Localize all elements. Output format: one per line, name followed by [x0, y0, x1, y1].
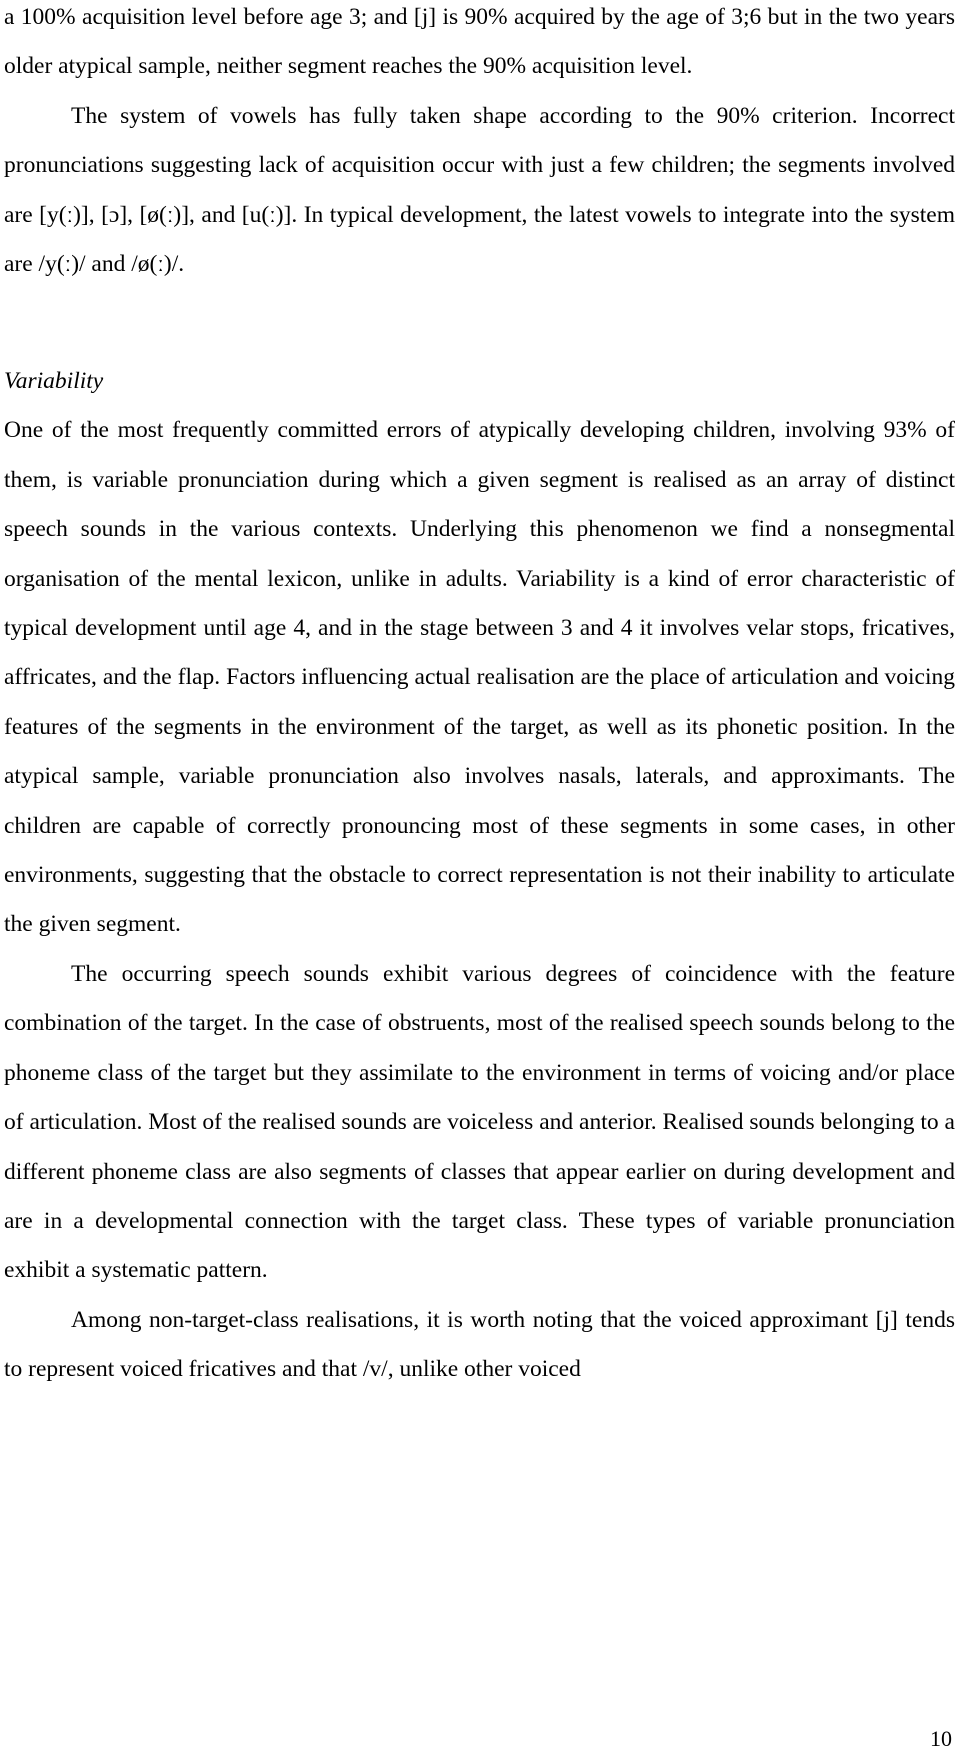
body-text — [4, 0, 955, 289]
paragraph-speech-sounds: The occurring speech sounds exhibit various degrees of coincidence with the feature combination of the target. In the case of obstruents, most of the realised speech sounds belong to the phoneme class of the target but they assimilate to the environment in terms of voicing and/or place of articulation. Most of the realised sounds are voiceless and anterior. Realised sounds belonging to a different phoneme class are also segments of classes that appear earlier on during development and are in a developmental connection with the target class. These types of variable pronunciation exhibit a systematic pattern. — [4, 960, 955, 1284]
section-variability — [4, 357, 955, 1395]
paragraph-variability-intro: One of the most frequently committed errors of atypically developing children, involving 93% of them, is variable pronunciation during which a given segment is realised as an array of distinct speech sounds in the various contexts. Underlying this phenomenon we find a nonsegmental organisation of the mental lexicon, unlike in adults. Variability is a kind of error characteristic of typical development until age 4, and in the stage between 3 and 4 it involves velar stops, fricatives, affricates, and the flap. Factors influencing actual realisation are the place of articulation and voicing features of the segments in the environment of the target, as well as its phonetic position. In the atypical sample, variable pronunciation also involves nasals, laterals, and approximants. The children are capable of correctly pronouncing most of these segments in some cases, in other environments, suggesting that the obstacle to correct representation is not their inability to articulate the given segment. — [4, 417, 955, 938]
paragraph-non-target-class: Among non-target-class realisations, it is worth noting that the voiced approximant [j] tends to represent voiced fricatives and that /v/, unlike other voiced — [4, 1306, 955, 1383]
page-number: 10 — [930, 1726, 952, 1751]
paragraph-vowel-system: The system of vowels has fully taken shape according to the 90% criterion. Incorrect pronunciations suggesting lack of acquisition occur with just a few children; the segments involved are [y(ː)], [ɔ], [ø(ː)], and [u(ː)]. In typical development, the latest vowels to integrate into the system are /y(ː)/ and /ø(ː)/. — [4, 102, 955, 278]
section-heading-variability: Variability — [4, 368, 104, 394]
paragraph-acquisition-level: a 100% acquisition level before age 3; and [j] is 90% acquired by the age of 3;6 but in the two years older atypical sample, neither segment reaches the 90% acquisition level. — [4, 4, 955, 80]
